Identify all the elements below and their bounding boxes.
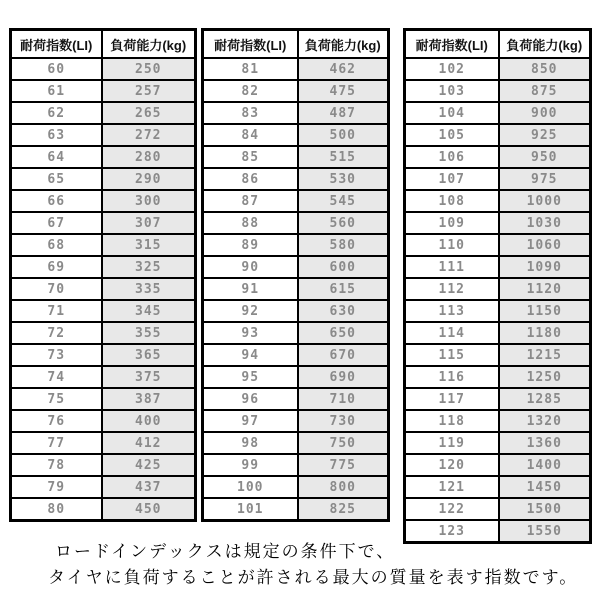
- load-index-cell: 112: [405, 278, 499, 300]
- table-row: [203, 366, 389, 388]
- table-row: [405, 322, 591, 344]
- load-index-cell: 110: [405, 234, 499, 256]
- load-capacity-cell: 1550: [499, 520, 591, 543]
- load-capacity-cell: 1120: [499, 278, 591, 300]
- load-capacity-cell: 615: [298, 278, 389, 300]
- load-capacity-cell: 530: [298, 168, 389, 190]
- load-index-cell: 66: [11, 190, 102, 212]
- table-row: [203, 80, 389, 102]
- table-row: [11, 146, 196, 168]
- load-capacity-cell: 450: [102, 498, 196, 521]
- load-index-cell: 107: [405, 168, 499, 190]
- table-row: [11, 344, 196, 366]
- load-capacity-cell: 462: [298, 58, 389, 80]
- table-row: [11, 388, 196, 410]
- load-index-cell: 91: [203, 278, 298, 300]
- load-capacity-cell: 800: [298, 476, 389, 498]
- load-index-cell: 93: [203, 322, 298, 344]
- load-index-table-81-101: [201, 28, 390, 522]
- table-row: [405, 80, 591, 102]
- load-capacity-cell: 925: [499, 124, 591, 146]
- load-index-cell: 68: [11, 234, 102, 256]
- load-index-cell: 118: [405, 410, 499, 432]
- load-index-cell: 63: [11, 124, 102, 146]
- load-capacity-cell: 875: [499, 80, 591, 102]
- table-row: [405, 124, 591, 146]
- load-index-cell: 104: [405, 102, 499, 124]
- load-capacity-cell: 500: [298, 124, 389, 146]
- table-row: [405, 58, 591, 80]
- load-index-cell: 103: [405, 80, 499, 102]
- load-capacity-cell: 1090: [499, 256, 591, 278]
- load-index-cell: 96: [203, 388, 298, 410]
- load-index-cell: 102: [405, 58, 499, 80]
- load-index-cell: 122: [405, 498, 499, 520]
- load-index-cell: 86: [203, 168, 298, 190]
- table-row: [11, 256, 196, 278]
- table-row: [405, 300, 591, 322]
- load-capacity-cell: 365: [102, 344, 196, 366]
- load-capacity-cell: 690: [298, 366, 389, 388]
- header-row: [203, 30, 389, 59]
- table-row: [405, 388, 591, 410]
- load-capacity-cell: 487: [298, 102, 389, 124]
- load-capacity-cell: 1250: [499, 366, 591, 388]
- load-capacity-cell: 412: [102, 432, 196, 454]
- table-body: [405, 58, 591, 543]
- load-index-cell: 121: [405, 476, 499, 498]
- load-capacity-cell: 950: [499, 146, 591, 168]
- load-index-header: 耐荷指数(LI): [405, 30, 499, 59]
- table-row: [405, 212, 591, 234]
- load-capacity-header: 負荷能力(kg): [499, 30, 591, 59]
- table-row: [203, 454, 389, 476]
- load-capacity-cell: 265: [102, 102, 196, 124]
- load-index-cell: 108: [405, 190, 499, 212]
- table-row: [405, 520, 591, 543]
- table-body: [203, 58, 389, 521]
- load-index-cell: 74: [11, 366, 102, 388]
- load-index-table-102-123: [403, 28, 592, 544]
- table-row: [405, 476, 591, 498]
- load-index-cell: 88: [203, 212, 298, 234]
- load-capacity-cell: 775: [298, 454, 389, 476]
- load-index-cell: 113: [405, 300, 499, 322]
- load-capacity-cell: 300: [102, 190, 196, 212]
- load-index-cell: 78: [11, 454, 102, 476]
- load-capacity-cell: 335: [102, 278, 196, 300]
- load-index-cell: 90: [203, 256, 298, 278]
- table-row: [11, 168, 196, 190]
- load-index-cell: 84: [203, 124, 298, 146]
- load-capacity-cell: 630: [298, 300, 389, 322]
- load-capacity-cell: 670: [298, 344, 389, 366]
- load-capacity-cell: 307: [102, 212, 196, 234]
- table-row: [11, 498, 196, 521]
- table-row: [203, 498, 389, 521]
- load-capacity-cell: 1500: [499, 498, 591, 520]
- table-row: [203, 190, 389, 212]
- table-row: [11, 80, 196, 102]
- table-row: [203, 102, 389, 124]
- table-row: [405, 256, 591, 278]
- load-index-cell: 119: [405, 432, 499, 454]
- load-capacity-cell: 560: [298, 212, 389, 234]
- table-row: [203, 124, 389, 146]
- table-row: [11, 410, 196, 432]
- load-capacity-cell: 272: [102, 124, 196, 146]
- table-row: [11, 58, 196, 80]
- footer-note: [0, 541, 600, 588]
- load-index-cell: 85: [203, 146, 298, 168]
- table-row: [11, 454, 196, 476]
- load-capacity-cell: 600: [298, 256, 389, 278]
- load-capacity-cell: 325: [102, 256, 196, 278]
- load-index-cell: 114: [405, 322, 499, 344]
- table-row: [203, 432, 389, 454]
- load-index-cell: 70: [11, 278, 102, 300]
- table-row: [405, 190, 591, 212]
- load-index-cell: 87: [203, 190, 298, 212]
- load-index-cell: 92: [203, 300, 298, 322]
- table-row: [203, 212, 389, 234]
- load-index-cell: 69: [11, 256, 102, 278]
- load-index-cell: 117: [405, 388, 499, 410]
- table-row: [405, 278, 591, 300]
- table-row: [405, 168, 591, 190]
- load-capacity-cell: 515: [298, 146, 389, 168]
- load-index-cell: 94: [203, 344, 298, 366]
- load-capacity-cell: 975: [499, 168, 591, 190]
- footer-line-2: タイヤに負荷することが許される最大の質量を表す指数です。: [48, 568, 579, 587]
- load-index-header: 耐荷指数(LI): [11, 30, 102, 59]
- table-row: [405, 410, 591, 432]
- table-row: [203, 322, 389, 344]
- load-index-cell: 81: [203, 58, 298, 80]
- table-row: [11, 234, 196, 256]
- load-index-cell: 80: [11, 498, 102, 521]
- load-capacity-cell: 1360: [499, 432, 591, 454]
- load-capacity-cell: 710: [298, 388, 389, 410]
- load-index-cell: 95: [203, 366, 298, 388]
- table-row: [11, 102, 196, 124]
- load-capacity-cell: 1285: [499, 388, 591, 410]
- load-index-cell: 105: [405, 124, 499, 146]
- load-index-cell: 123: [405, 520, 499, 543]
- table-row: [11, 476, 196, 498]
- load-capacity-cell: 650: [298, 322, 389, 344]
- load-index-cell: 73: [11, 344, 102, 366]
- table-row: [203, 234, 389, 256]
- load-capacity-cell: 850: [499, 58, 591, 80]
- load-capacity-cell: 437: [102, 476, 196, 498]
- load-capacity-cell: 425: [102, 454, 196, 476]
- load-index-cell: 72: [11, 322, 102, 344]
- table-row: [405, 102, 591, 124]
- table-row: [11, 212, 196, 234]
- table-row: [11, 278, 196, 300]
- load-index-cell: 83: [203, 102, 298, 124]
- load-index-cell: 99: [203, 454, 298, 476]
- load-capacity-cell: 580: [298, 234, 389, 256]
- load-capacity-cell: 825: [298, 498, 389, 521]
- table-row: [405, 432, 591, 454]
- load-index-cell: 98: [203, 432, 298, 454]
- load-capacity-cell: 315: [102, 234, 196, 256]
- load-index-cell: 82: [203, 80, 298, 102]
- table-row: [203, 278, 389, 300]
- header-row: [405, 30, 591, 59]
- load-index-cell: 65: [11, 168, 102, 190]
- table-body: [11, 58, 196, 521]
- load-index-cell: 77: [11, 432, 102, 454]
- table-row: [405, 498, 591, 520]
- table-row: [203, 476, 389, 498]
- load-index-cell: 61: [11, 80, 102, 102]
- load-index-cell: 89: [203, 234, 298, 256]
- load-capacity-cell: 400: [102, 410, 196, 432]
- table-row: [203, 300, 389, 322]
- load-index-cell: 75: [11, 388, 102, 410]
- load-capacity-cell: 290: [102, 168, 196, 190]
- load-index-cell: 120: [405, 454, 499, 476]
- load-capacity-cell: 1030: [499, 212, 591, 234]
- table-row: [11, 300, 196, 322]
- table-row: [11, 432, 196, 454]
- load-index-cell: 67: [11, 212, 102, 234]
- table-row: [203, 410, 389, 432]
- table-row: [203, 168, 389, 190]
- table-row: [11, 190, 196, 212]
- table-row: [203, 58, 389, 80]
- table-row: [405, 366, 591, 388]
- load-index-cell: 109: [405, 212, 499, 234]
- load-capacity-cell: 1000: [499, 190, 591, 212]
- table-row: [203, 256, 389, 278]
- load-capacity-header: 負荷能力(kg): [298, 30, 389, 59]
- load-capacity-cell: 1060: [499, 234, 591, 256]
- load-capacity-cell: 1320: [499, 410, 591, 432]
- table-row: [203, 146, 389, 168]
- load-index-header: 耐荷指数(LI): [203, 30, 298, 59]
- load-capacity-cell: 257: [102, 80, 196, 102]
- table-row: [11, 124, 196, 146]
- load-index-cell: 97: [203, 410, 298, 432]
- load-index-cell: 101: [203, 498, 298, 521]
- table-row: [405, 454, 591, 476]
- load-capacity-cell: 280: [102, 146, 196, 168]
- load-index-cell: 116: [405, 366, 499, 388]
- load-capacity-cell: 345: [102, 300, 196, 322]
- table-row: [405, 344, 591, 366]
- table-row: [11, 366, 196, 388]
- load-capacity-cell: 1180: [499, 322, 591, 344]
- load-index-cell: 62: [11, 102, 102, 124]
- load-capacity-cell: 545: [298, 190, 389, 212]
- load-capacity-cell: 375: [102, 366, 196, 388]
- load-capacity-header: 負荷能力(kg): [102, 30, 196, 59]
- load-capacity-cell: 730: [298, 410, 389, 432]
- load-index-cell: 115: [405, 344, 499, 366]
- table-row: [203, 388, 389, 410]
- load-index-cell: 111: [405, 256, 499, 278]
- load-index-cell: 64: [11, 146, 102, 168]
- load-index-cell: 79: [11, 476, 102, 498]
- load-index-table-60-80: [9, 28, 197, 522]
- load-capacity-cell: 355: [102, 322, 196, 344]
- load-capacity-cell: 1215: [499, 344, 591, 366]
- load-capacity-cell: 900: [499, 102, 591, 124]
- load-capacity-cell: 387: [102, 388, 196, 410]
- load-index-cell: 76: [11, 410, 102, 432]
- load-capacity-cell: 250: [102, 58, 196, 80]
- load-capacity-cell: 750: [298, 432, 389, 454]
- table-row: [11, 322, 196, 344]
- load-index-cell: 71: [11, 300, 102, 322]
- table-row: [405, 146, 591, 168]
- load-capacity-cell: 1150: [499, 300, 591, 322]
- header-row: [11, 30, 196, 59]
- table-row: [405, 234, 591, 256]
- load-capacity-cell: 1400: [499, 454, 591, 476]
- load-capacity-cell: 1450: [499, 476, 591, 498]
- load-index-cell: 106: [405, 146, 499, 168]
- load-index-cell: 60: [11, 58, 102, 80]
- footer-line-1: ロードインデックスは規定の条件下で、: [55, 542, 396, 561]
- table-row: [203, 344, 389, 366]
- load-capacity-cell: 475: [298, 80, 389, 102]
- load-index-cell: 100: [203, 476, 298, 498]
